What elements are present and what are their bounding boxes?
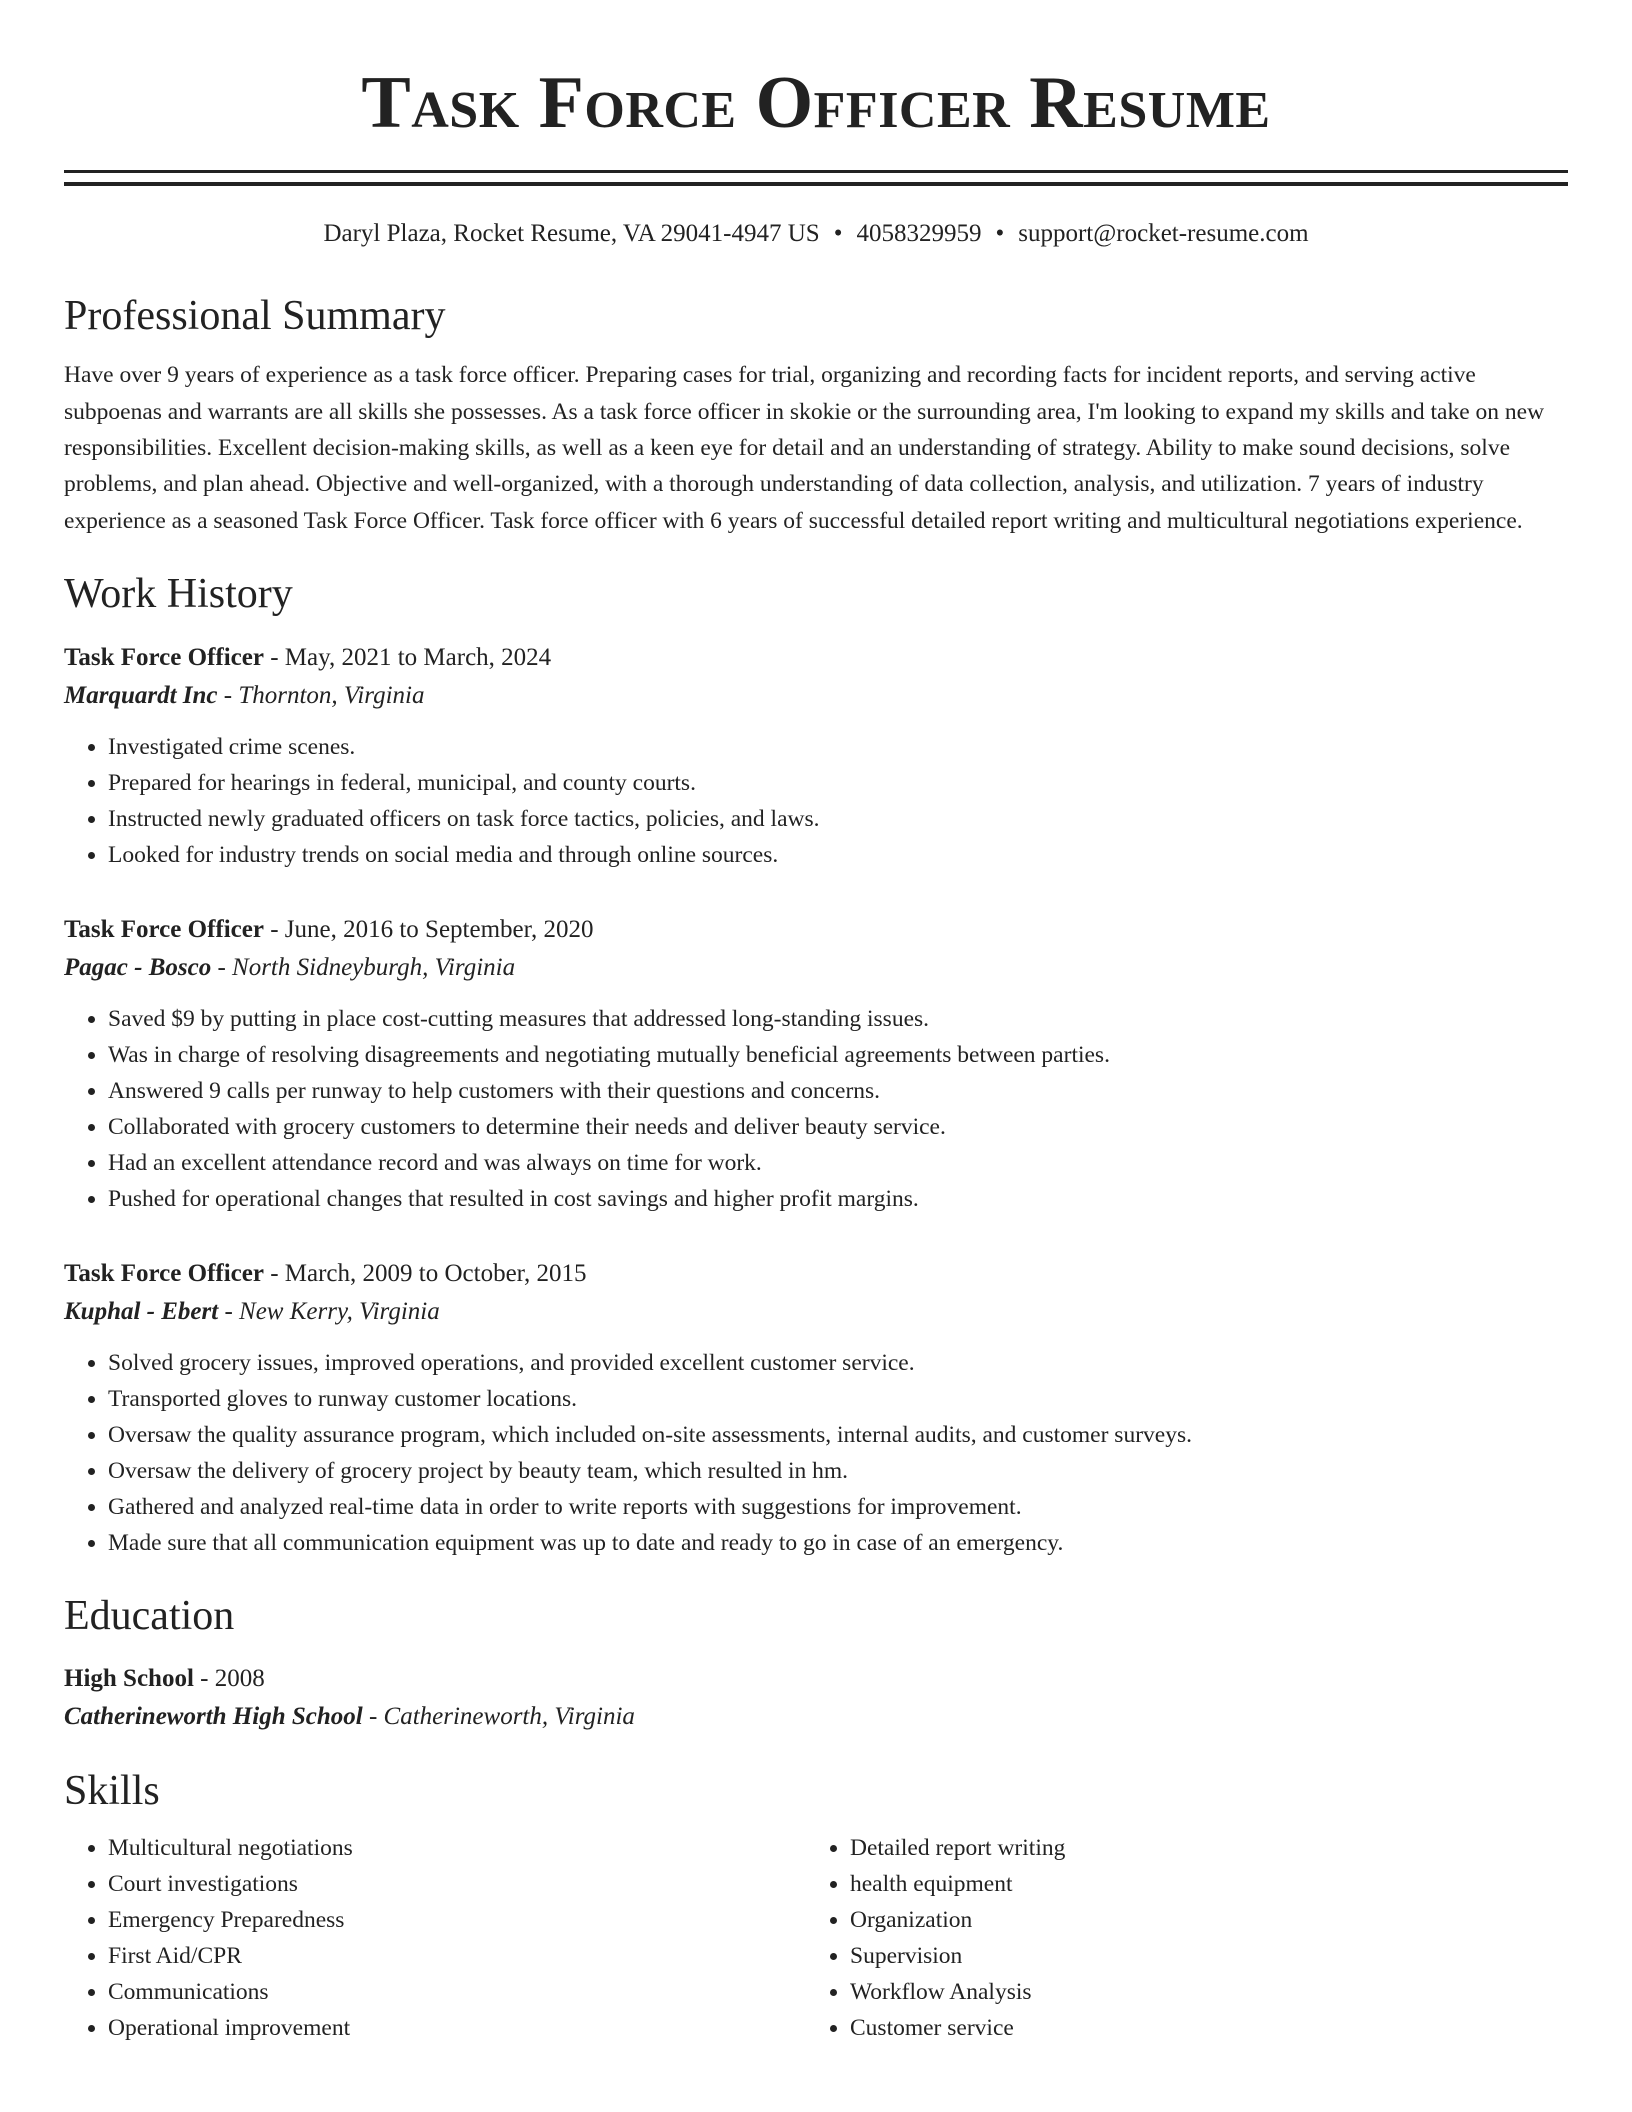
contact-line xyxy=(64,219,1568,249)
skill-item: • Communications xyxy=(108,1974,806,2010)
job-dates: June, 2016 to September, 2020 xyxy=(284,916,594,944)
education-heading: Education xyxy=(64,1593,235,1640)
list-item: • Transported gloves to runway customer locations. xyxy=(108,1381,1568,1417)
list-item: • Collaborated with grocery customers to determine their needs and deliver beauty service. xyxy=(108,1109,1568,1145)
skill-item: • Court investigations xyxy=(108,1866,806,1902)
school-name: Catherineworth High School xyxy=(64,1702,363,1730)
job-dash: - xyxy=(263,916,285,944)
job-entry xyxy=(64,1255,1568,1561)
skill-item: • health equipment xyxy=(850,1866,1568,1902)
school-line xyxy=(64,1698,1568,1736)
skill-item: • Customer service xyxy=(850,2010,1568,2046)
contact-separator: • xyxy=(995,220,1005,247)
job-dash: - xyxy=(263,644,285,672)
school-location: Catherineworth, Virginia xyxy=(383,1702,635,1730)
degree-line xyxy=(64,1660,1568,1698)
school-dash: - xyxy=(362,1702,384,1730)
list-item: • Made sure that all communication equipment was up to date and ready to go in case of an emergency. xyxy=(108,1525,1568,1561)
company-line xyxy=(64,677,1568,715)
job-title: Task Force Officer xyxy=(64,644,264,672)
job-title-line xyxy=(64,639,1568,677)
list-item: • Instructed newly graduated officers on task force tactics, policies, and laws. xyxy=(108,801,1568,837)
job-bullets xyxy=(64,729,1568,873)
job-title-line xyxy=(64,911,1568,949)
job-title-line xyxy=(64,1255,1568,1293)
contact-address: Daryl Plaza, Rocket Resume, VA 29041-4947 US xyxy=(323,220,820,247)
graduation-year: 2008 xyxy=(214,1664,265,1692)
job-dates: May, 2021 to March, 2024 xyxy=(284,644,552,672)
skill-item: • Emergency Preparedness xyxy=(108,1902,806,1938)
list-item: • Answered 9 calls per runway to help customers with their questions and concerns. xyxy=(108,1073,1568,1109)
skills-column-right xyxy=(806,1830,1568,2046)
contact-separator: • xyxy=(833,220,843,247)
page-title: Task Force Officer Resume xyxy=(361,62,1271,144)
company-dash: - xyxy=(211,954,233,982)
company-dash: - xyxy=(218,1298,240,1326)
list-item: • Oversaw the delivery of grocery project by beauty team, which resulted in hm. xyxy=(108,1453,1568,1489)
job-dates: March, 2009 to October, 2015 xyxy=(284,1260,587,1288)
list-item: • Saved $9 by putting in place cost-cutting measures that addressed long-standing issues. xyxy=(108,1001,1568,1037)
company-name: Kuphal - Ebert xyxy=(64,1298,219,1326)
summary-text: Have over 9 years of experience as a task force officer. Preparing cases for trial, organizing and recording facts for incident reports, and serving active subpoenas and warrants are all skills she possesses. As a task force officer in skokie or the surrounding area, I'm looking to expand my skills and take on new responsibilities. Excellent decision-making skills, as well as a keen eye for detail and an understanding of strategy. Ability to make sound decisions, solve problems, and plan ahead. Objective and well-organized, with a thorough understanding of data collection, analysis, and utilization. 7 years of industry experience as a seasoned Task Force Officer. Task force officer with 6 years of successful detailed report writing and multicultural negotiations experience. xyxy=(64,362,1545,534)
job-bullets xyxy=(64,1345,1568,1561)
skill-item: • Operational improvement xyxy=(108,2010,806,2046)
list-item: • Gathered and analyzed real-time data in order to write reports with suggestions for improvement. xyxy=(108,1489,1568,1525)
list-item: • Was in charge of resolving disagreements and negotiating mutually beneficial agreements between parties. xyxy=(108,1037,1568,1073)
company-dash: - xyxy=(217,682,239,710)
company-location: Thornton, Virginia xyxy=(238,682,425,710)
summary-heading: Professional Summary xyxy=(64,293,446,339)
skill-item: • Workflow Analysis xyxy=(850,1974,1568,2010)
skills-list xyxy=(64,1830,1568,2046)
company-line xyxy=(64,1293,1568,1331)
degree: High School xyxy=(64,1664,194,1692)
list-item: • Prepared for hearings in federal, municipal, and county courts. xyxy=(108,765,1568,801)
skill-item: • Organization xyxy=(850,1902,1568,1938)
job-entry xyxy=(64,639,1568,873)
job-bullets xyxy=(64,1001,1568,1217)
company-name: Pagac - Bosco xyxy=(64,954,212,982)
skill-item: • Multicultural negotiations xyxy=(108,1830,806,1866)
job-dash: - xyxy=(263,1260,285,1288)
skill-item: • Supervision xyxy=(850,1938,1568,1974)
list-item: • Investigated crime scenes. xyxy=(108,729,1568,765)
company-location: North Sidneyburgh, Virginia xyxy=(232,954,516,982)
list-item: • Had an excellent attendance record and was always on time for work. xyxy=(108,1145,1568,1181)
degree-dash: - xyxy=(193,1664,215,1692)
contact-phone: 4058329959 xyxy=(856,220,982,247)
title-divider xyxy=(64,170,1568,186)
company-location: New Kerry, Virginia xyxy=(239,1298,440,1326)
education-entry xyxy=(64,1660,1568,1736)
company-line xyxy=(64,949,1568,987)
list-item: • Looked for industry trends on social media and through online sources. xyxy=(108,837,1568,873)
job-entry xyxy=(64,911,1568,1217)
skill-item: • First Aid/CPR xyxy=(108,1938,806,1974)
list-item: • Pushed for operational changes that resulted in cost savings and higher profit margins. xyxy=(108,1181,1568,1217)
list-item: • Solved grocery issues, improved operations, and provided excellent customer service. xyxy=(108,1345,1568,1381)
skill-item: • Detailed report writing xyxy=(850,1830,1568,1866)
skills-column-left xyxy=(64,1830,806,2046)
contact-email: support@rocket-resume.com xyxy=(1018,220,1309,247)
list-item: • Oversaw the quality assurance program, which included on-site assessments, internal audits, and customer surveys. xyxy=(108,1417,1568,1453)
work-history-heading: Work History xyxy=(64,570,293,617)
company-name: Marquardt Inc xyxy=(64,682,218,710)
skills-heading: Skills xyxy=(64,1767,160,1814)
job-title: Task Force Officer xyxy=(64,916,264,944)
job-title: Task Force Officer xyxy=(64,1260,264,1288)
